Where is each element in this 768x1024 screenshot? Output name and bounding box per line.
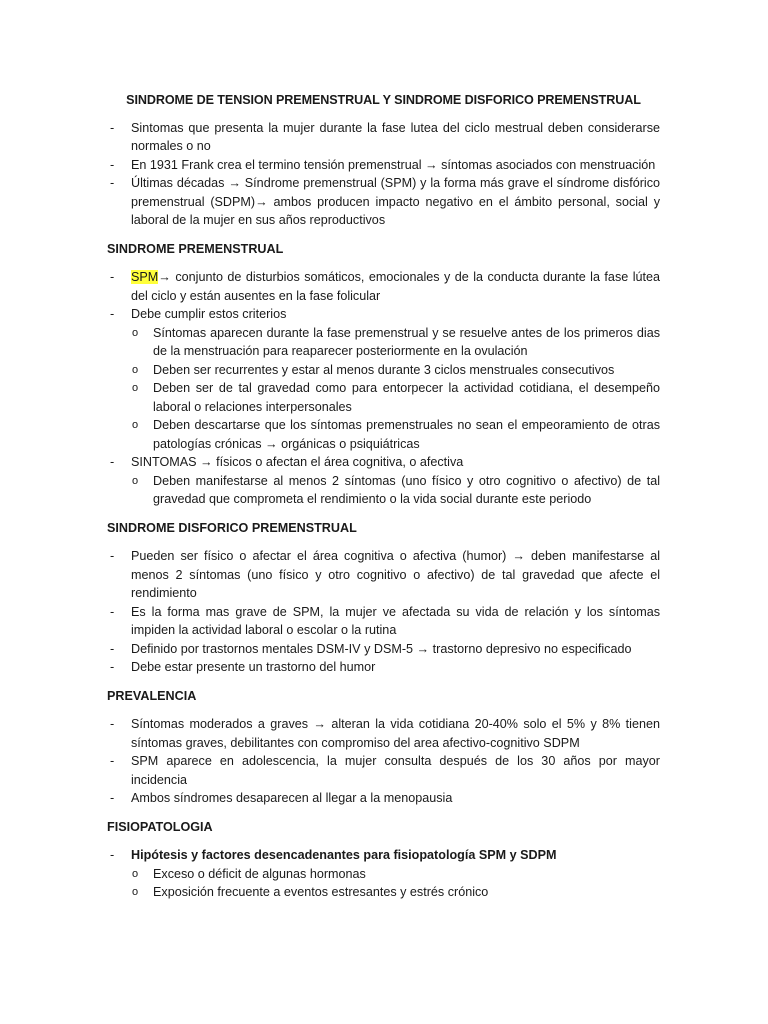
fisio-sublist [107, 865, 660, 902]
document-title: SINDROME DE TENSION PREMENSTRUAL Y SINDROME DISFORICO PREMENSTRUAL [126, 93, 641, 107]
list-item: - Hipótesis y factores desencadenantes para fisiopatología SPM y SDPM o Exceso o déficit de algunas hormonas o Exposición frecuente a eventos estresantes y estrés crónico [107, 846, 660, 902]
sublist-item: o Deben manifestarse al menos 2 síntomas (uno físico y otro cognitivo o afectivo) de tal gravedad que comprometa el rendimiento o la vida social durante este periodo [132, 473, 660, 506]
list-item: - SINTOMAS → físicos o afectan el área cognitiva, o afectiva o Deben manifestarse al menos 2 síntomas (uno físico y otro cognitivo o afectivo) de tal gravedad que comprometa el rendimiento o la vida social durante este periodo [107, 453, 660, 509]
list-item: - En 1931 Frank crea el termino tensión premenstrual → síntomas asociados con menstruación [110, 157, 656, 172]
criteria-sublist [107, 324, 660, 454]
symptoms-sublist [107, 472, 660, 509]
section-heading-spm: SINDROME PREMENSTRUAL [107, 241, 284, 256]
sublist-item: o Síntomas aparecen durante la fase premenstrual y se resuelve antes de los primeros dias de la menstruación para reaparecer posteriormente en la ovulación [132, 325, 660, 358]
list-item: - SPM aparece en adolescencia, la mujer consulta después de los 30 años por mayor incidencia [110, 754, 660, 787]
intro-list [107, 119, 660, 230]
list-item: - Definido por trastornos mentales DSM-IV y DSM-5 → trastorno depresivo no especificado [110, 641, 632, 656]
spm-list [107, 268, 660, 509]
sublist-item: o Exceso o déficit de algunas hormonas [132, 866, 366, 881]
list-item: - Es la forma mas grave de SPM, la mujer ve afectada su vida de relación y los síntomas impiden la actividad laboral o escolar o la rutina [110, 604, 660, 637]
fisio-list [107, 846, 660, 902]
list-item: - Síntomas moderados a graves → alteran la vida cotidiana 20-40% solo el 5% y 8% tienen síntomas graves, debilitantes con compromiso del area afectivo-cognitivo SDPM [110, 717, 660, 750]
sublist-item: o Deben descartarse que los síntomas premenstruales no sean el empeoramiento de otras patologías crónicas → orgánicas o psiquiátricas [132, 418, 660, 451]
list-item: - SPM→ conjunto de disturbios somáticos, emocionales y de la conducta durante la fase lútea del ciclo y están ausentes en la fase folicular [110, 270, 660, 303]
prevalencia-list [107, 715, 660, 808]
highlighted-term: SPM [131, 270, 159, 284]
list-item: - Debe estar presente un trastorno del humor [110, 660, 376, 674]
section-heading-prevalencia: PREVALENCIA [107, 688, 197, 703]
sublist-item: o Deben ser de tal gravedad como para entorpecer la actividad cotidiana, el desempeño laboral o relaciones interpersonales [132, 381, 660, 414]
sdpm-list [107, 547, 660, 677]
list-item: - Sintomas que presenta la mujer durante la fase lutea del ciclo mestrual deben considerarse normales o no [110, 120, 660, 153]
section-heading-fisiopatologia: FISIOPATOLOGIA [107, 819, 213, 834]
list-item: - Últimas décadas → Síndrome premenstrual (SPM) y la forma más grave el síndrome disfórico premenstrual (SDPM)→ ambos producen impacto negativo en el ámbito personal, social y laboral de la mujer en sus años reproductivos [110, 176, 660, 227]
sublist-item: o Exposición frecuente a eventos estresantes y estrés crónico [132, 885, 489, 899]
section-heading-sdpm: SINDROME DISFORICO PREMENSTRUAL [107, 520, 357, 535]
list-item: - Ambos síndromes desaparecen al llegar a la menopausia [110, 791, 453, 805]
list-item: - Pueden ser físico o afectar el área cognitiva o afectiva (humor) → deben manifestarse al menos 2 síntomas (uno físico y otro cognitivo o afectivo) de tal gravedad que afecte el rendimiento [110, 549, 660, 600]
list-item: - Debe cumplir estos criterios o Síntomas aparecen durante la fase premenstrual y se resuelve antes de los primeros dias de la menstruación para reaparecer posteriormente en la ovulación o Deben ser recurrentes y estar al menos durante 3 ciclos menstruales consecutivos o Deben ser de tal gravedad como para entorpecer la actividad cotidiana, el desempeño laboral o relaciones interpersonales o Deben descartarse que los síntomas premenstruales no sean el empeoramiento de otras patologías crónicas → orgánicas o psiquiátricas [107, 305, 660, 453]
sublist-item: o Deben ser recurrentes y estar al menos durante 3 ciclos menstruales consecutivos [132, 362, 615, 377]
